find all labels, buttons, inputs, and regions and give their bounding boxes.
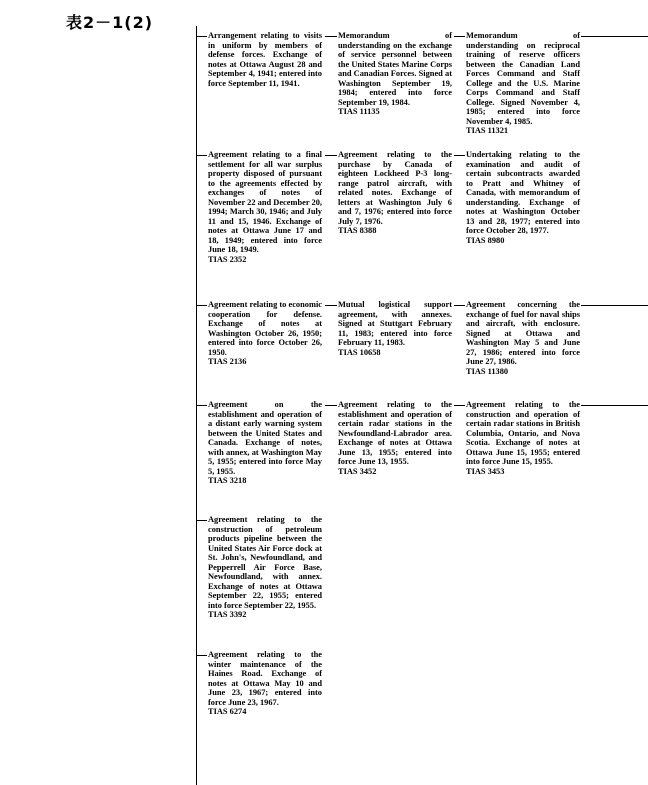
entry-text: Agreement relating to the construction of petroleum products pipeline between the United States Air Force dock at St. John's, Newfoundland, and Pepperrell Air Force Base, Newfoundland, with annex. Exchange of notes at Ottawa September 22, 1955; entered into force September 22, 1955. [208, 515, 322, 610]
entry-ref: TIAS 2136 [208, 357, 247, 366]
entry-ref: TIAS 3453 [466, 466, 505, 476]
connector-line [197, 655, 207, 656]
connector-line [325, 155, 337, 156]
connector-line [197, 36, 207, 37]
connector-line [197, 520, 207, 521]
entry-text: Memorandum of understanding on the exchange of service personnel between the United States Marine Corps and Canadian Forces. Signed at Washington September 19, 1984; entered into force September 19, 1984. [338, 31, 452, 107]
connector-line [197, 405, 207, 406]
treaty-entry [208, 400, 322, 486]
treaty-entry [338, 300, 452, 357]
entry-text: Memorandum of understanding on reciprocal training of reserve officers between the Canadian Land Forces Command and Staff College and the U.S. Marine Corps Command and Staff College. Signed November 4, 1985; entered into force November 4, 1985. [466, 31, 580, 126]
connector-line [581, 405, 648, 406]
entry-text: Agreement relating to the purchase by Canada of eighteen Lockheed P-3 long-range patrol aircraft, with related notes. Exchange of letters at Washington July 6 and 7, 1976; entered into force July 7, 1976. [338, 150, 452, 226]
treaty-entry [466, 300, 580, 376]
entry-text: Agreement on the establishment and operation of a distant early warning system between the United States and Canada. Exchange of notes, with annex, at Washington May 5, 1955; entered into force May 5, 1955. [208, 400, 322, 476]
entry-text: Mutual logistical support agreement, with annexes. Signed at Stuttgart February 11, 1983; entered into force February 11, 1983. [338, 300, 452, 347]
entry-ref: TIAS 6274 [208, 707, 247, 716]
treaty-entry [208, 515, 322, 620]
entry-text: Agreement relating to the winter maintenance of the Haines Road. Exchange of notes at Ottawa May 10 and June 23, 1967; entered into force June 23, 1967. [208, 650, 322, 707]
connector-line [454, 305, 465, 306]
entry-text: Arrangement relating to visits in uniform by members of defense forces. Exchange of notes at Ottawa August 28 and September 4, 1941; entered into force September 11, 1941. [208, 31, 322, 88]
connector-line [454, 36, 465, 37]
treaty-entry [208, 150, 322, 264]
connector-line [197, 305, 207, 306]
entry-text: Agreement relating to a final settlement for all war surplus property disposed of pursuant to the agreements effected by exchanges of notes of November 22 and December 20, 1994; March 30, 1946; and July 11 and 15, 1946. Exchange of notes at Ottawa June 17 and 18, 1949; entered into force June 18, 1949. [208, 150, 322, 254]
treaty-entry [208, 31, 322, 88]
entry-ref: TIAS 10658 [338, 347, 381, 357]
entry-text: Agreement relating to the establishment and operation of certain radar stations in the Newfoundland-Labrador area. Exchange of notes at Ottawa June 13, 1955; entered into force June 13, 1955. [338, 400, 452, 466]
connector-line [454, 405, 465, 406]
treaty-entry [466, 150, 580, 245]
connector-line [454, 155, 465, 156]
entry-text: Agreement relating to economic cooperation for defense. Exchange of notes at Washington October 26, 1950; entered into force October 26, 1950. [208, 300, 322, 357]
connector-line [197, 155, 207, 156]
entry-ref: TIAS 3218 [208, 476, 247, 485]
connector-line [581, 36, 648, 37]
treaty-entry [338, 400, 452, 476]
entry-ref: TIAS 8388 [338, 226, 377, 235]
connector-line [325, 36, 337, 37]
entry-ref: TIAS 11135 [338, 107, 380, 116]
connector-line [581, 305, 648, 306]
entry-ref: TIAS 11380 [466, 366, 509, 376]
entry-text: Agreement relating to the construction and operation of certain radar stations in British Columbia, Ontario, and Nova Scotia. Exchange of notes at Ottawa June 15, 1955; entered into force June 15, 1955. [466, 400, 580, 466]
connector-line [325, 405, 337, 406]
treaty-entry [338, 31, 452, 117]
entry-ref: TIAS 8980 [466, 235, 505, 245]
treaty-entry [466, 400, 580, 476]
treaty-entry [466, 31, 580, 136]
entry-ref: TIAS 2352 [208, 254, 247, 264]
entry-ref: TIAS 3392 [208, 610, 247, 619]
treaty-entry [208, 650, 322, 717]
treaty-entry [208, 300, 322, 367]
treaty-entry [338, 150, 452, 236]
entry-ref: TIAS 3452 [338, 466, 377, 476]
entry-ref: TIAS 11321 [466, 126, 509, 135]
connector-line [325, 305, 337, 306]
table-label: 表2－1(2) [66, 13, 154, 32]
entry-text: Undertaking relating to the examination and audit of certain subcontracts awarded to Pratt and Whitney of Canada, with memorandum of understanding. Exchange of notes at Washington October 13 and 28, 1977; entered into force October 28, 1977. [466, 150, 580, 235]
entry-text: Agreement concerning the exchange of fuel for naval ships and aircraft, with enclosure. Signed at Ottawa and Washington May 5 and June 27, 1986; entered into force June 27, 1986. [466, 300, 580, 366]
